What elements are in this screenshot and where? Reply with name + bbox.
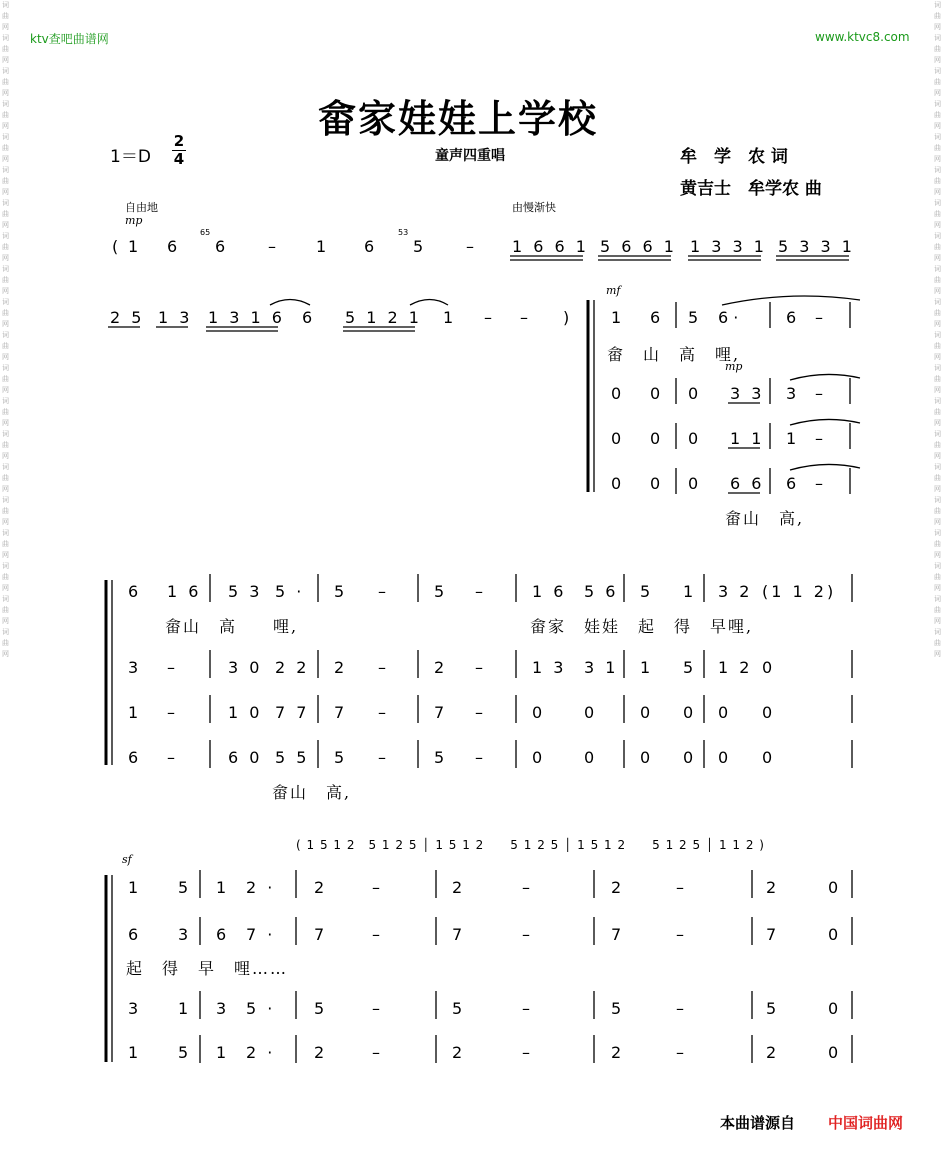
note: 7 [314, 925, 325, 944]
note: 7 [611, 925, 622, 944]
note-group: 1 6 6 1 [512, 237, 589, 256]
note: 7 [334, 703, 345, 722]
note: 0 [683, 703, 694, 722]
lyric-line: 畲山 高, [272, 783, 352, 802]
note: 5 [611, 999, 622, 1018]
note: 6 [302, 308, 313, 327]
dynamic-sf: sf [122, 853, 132, 866]
note-group: (1 1 2) [762, 582, 837, 601]
lyric-line: 畲 山 高 哩, [607, 345, 741, 364]
note: – [475, 658, 483, 677]
note: 2 [452, 1043, 463, 1062]
note-group: 5 1 2 1 [345, 308, 422, 327]
note: 7 [434, 703, 445, 722]
note: 6 [650, 308, 661, 327]
note: 5 [640, 582, 651, 601]
note: – [167, 748, 175, 767]
note-group: 2 · [246, 878, 276, 897]
tie [722, 296, 860, 305]
note: 0 [828, 878, 839, 897]
note-group: 6 0 [228, 748, 263, 767]
note: 1 [611, 308, 622, 327]
key-signature: 1＝D [110, 147, 151, 167]
note-group: 1 3 [532, 658, 567, 677]
note: 3 [216, 999, 227, 1018]
note: 7 [452, 925, 463, 944]
note: 0 [762, 703, 773, 722]
note: 5 [178, 878, 189, 897]
note: 2 [452, 878, 463, 897]
intro-open-paren: ( [112, 237, 119, 256]
note: 0 [611, 384, 622, 403]
lyric-line: 畲家 娃娃 起 得 早哩, [530, 617, 754, 636]
note: 0 [650, 429, 661, 448]
note: 2 [334, 658, 345, 677]
note-group: 3 0 [228, 658, 263, 677]
dynamic-mp: mp [725, 360, 743, 373]
note: – [475, 748, 483, 767]
note: – [378, 748, 386, 767]
footer-source-link[interactable]: 中国词曲网 [828, 1114, 904, 1132]
note-group: 5 · [275, 582, 305, 601]
note: 1 [128, 703, 139, 722]
note: 5 [334, 582, 345, 601]
note: – [268, 237, 276, 256]
note-group: 5 6 [584, 582, 619, 601]
note: 5 [452, 999, 463, 1018]
note: – [676, 1043, 684, 1062]
note: 0 [650, 384, 661, 403]
note: – [676, 925, 684, 944]
note-group: 3 2 [718, 582, 753, 601]
note-group: 5 3 [228, 582, 263, 601]
note: 0 [828, 925, 839, 944]
note-group: 2 2 [275, 658, 310, 677]
note: 6 [215, 237, 226, 256]
note-group: 5 · [246, 999, 276, 1018]
note: 1 [316, 237, 327, 256]
note: 0 [611, 429, 622, 448]
note: 6 [216, 925, 227, 944]
note: 0 [683, 748, 694, 767]
right-watermark-text: 词 曲 网 词 曲 网 词 曲 网 词 曲 网 词 曲 网 词 曲 网 词 曲 网 词 曲 网 词 曲 网 词 曲 网 词 曲 网 词 曲 网 词 曲 网 词 曲 网 词 曲 网 词 曲 网 词 曲 网 词 曲 网 词 曲 网 词 曲 网 [934, 1, 941, 658]
note: 0 [718, 703, 729, 722]
note: 0 [828, 1043, 839, 1062]
note: – [378, 658, 386, 677]
note-group: 1 3 [158, 308, 193, 327]
note: – [520, 308, 528, 327]
note-group: 1 0 [228, 703, 263, 722]
note-group: 2 5 [110, 308, 145, 327]
note: 5 [434, 582, 445, 601]
note-group: 3 3 [730, 384, 765, 403]
tempo-marking-accel: 由慢渐快 [512, 201, 556, 214]
note-group: 1 1 [730, 429, 765, 448]
note-group: 5 3 3 1 [778, 237, 855, 256]
note: – [372, 925, 380, 944]
note: 5 [683, 658, 694, 677]
note-group: 1 2 [718, 658, 753, 677]
intro-close-paren: ) [563, 308, 570, 327]
note: – [475, 582, 483, 601]
composer-credit: 黄吉士 牟学农 曲 [680, 179, 822, 199]
left-watermark-text: 词 曲 网 词 曲 网 词 曲 网 词 曲 网 词 曲 网 词 曲 网 词 曲 网 词 曲 网 词 曲 网 词 曲 网 词 曲 网 词 曲 网 词 曲 网 词 曲 网 词 曲 网 词 曲 网 词 曲 网 词 曲 网 词 曲 网 词 曲 网 [2, 1, 9, 658]
note: 1 [128, 237, 139, 256]
right-site-link[interactable]: www.ktvc8.com [815, 30, 910, 44]
note: – [522, 878, 530, 897]
footer-source-label: 本曲谱源自 [720, 1114, 796, 1132]
note: 3 [786, 384, 797, 403]
note: – [522, 925, 530, 944]
note-group: 1 6 [532, 582, 567, 601]
note: 6 [128, 582, 139, 601]
note: 1 [443, 308, 454, 327]
grace-note: 53 [398, 228, 409, 237]
grace-note: 65 [200, 228, 211, 237]
note: – [378, 582, 386, 601]
note: 2 [314, 1043, 325, 1062]
note: 5 [314, 999, 325, 1018]
note: 0 [688, 429, 699, 448]
note: – [815, 308, 823, 327]
note: 2 [314, 878, 325, 897]
performance-type: 童声四重唱 [435, 148, 505, 164]
note: – [815, 429, 823, 448]
note-group: 6 6 [730, 474, 765, 493]
note: 0 [611, 474, 622, 493]
note: 0 [762, 658, 773, 677]
note: 3 [128, 658, 139, 677]
tie [410, 300, 448, 306]
note: 6 [786, 474, 797, 493]
note: 1 [128, 878, 139, 897]
note: – [167, 658, 175, 677]
note: 2 [434, 658, 445, 677]
note: 1 [128, 1043, 139, 1062]
note: 0 [718, 748, 729, 767]
note: – [484, 308, 492, 327]
note: 0 [688, 384, 699, 403]
time-signature-top: 2 [173, 132, 185, 150]
note: 5 [688, 308, 699, 327]
note: 6 [128, 748, 139, 767]
note: – [815, 474, 823, 493]
note: – [372, 999, 380, 1018]
note: 2 [766, 1043, 777, 1062]
note: 1 [216, 1043, 227, 1062]
song-title: 畲家娃娃上学校 [318, 96, 599, 141]
dynamic-mf: mf [606, 284, 621, 297]
note: – [815, 384, 823, 403]
note: – [372, 1043, 380, 1062]
note: – [372, 878, 380, 897]
note: 5 [766, 999, 777, 1018]
note: – [167, 703, 175, 722]
note: 0 [640, 748, 651, 767]
note-group: 7 · [246, 925, 276, 944]
note-group: 1 3 1 6 [208, 308, 285, 327]
note: 1 [786, 429, 797, 448]
note: – [676, 999, 684, 1018]
note: 6 [128, 925, 139, 944]
note: 3 [128, 999, 139, 1018]
note: 1 [216, 878, 227, 897]
note: 0 [828, 999, 839, 1018]
note: 0 [584, 703, 595, 722]
note: 2 [611, 878, 622, 897]
note: 1 [683, 582, 694, 601]
note: 0 [532, 703, 543, 722]
note: 0 [688, 474, 699, 493]
note: 7 [766, 925, 777, 944]
note: – [475, 703, 483, 722]
note: 5 [178, 1043, 189, 1062]
time-signature-bottom: 4 [173, 150, 185, 168]
note-group: 1 3 3 1 [690, 237, 767, 256]
note: 0 [650, 474, 661, 493]
note-group: 3 1 [584, 658, 619, 677]
note: 0 [762, 748, 773, 767]
note: – [522, 999, 530, 1018]
note-group: 5 5 [275, 748, 310, 767]
note: 6 · [718, 308, 739, 327]
dynamic-mp: mp [125, 214, 143, 227]
note: 5 [434, 748, 445, 767]
note: 0 [640, 703, 651, 722]
note-group: 5 6 6 1 [600, 237, 677, 256]
note: 5 [413, 237, 424, 256]
note: 3 [178, 925, 189, 944]
lyric-line: 畲山 高 哩, [165, 617, 299, 636]
note: 1 [640, 658, 651, 677]
note: – [466, 237, 474, 256]
note: 1 [178, 999, 189, 1018]
accompaniment-line: ( 1 5 1 2 5 1 2 5 │ 1 5 1 2 5 1 2 5 │ 1 5 1 2 5 1 2 5 │ 1 1 2 ) [296, 838, 765, 852]
tie [270, 300, 310, 306]
note: – [522, 1043, 530, 1062]
note: 5 [334, 748, 345, 767]
note: – [378, 703, 386, 722]
note: 2 [766, 878, 777, 897]
note: 6 [167, 237, 178, 256]
lyricist-credit: 牟 学 农 词 [680, 147, 788, 167]
tempo-marking-free: 自由地 [125, 201, 158, 214]
lyric-line: 起 得 早 哩…… [126, 959, 289, 978]
note-group: 1 6 [167, 582, 202, 601]
note: 6 [786, 308, 797, 327]
note-group: 2 · [246, 1043, 276, 1062]
left-site-link[interactable]: ktv查吧曲谱网 [30, 32, 109, 46]
note: 0 [584, 748, 595, 767]
note-group: 7 7 [275, 703, 310, 722]
note: 6 [364, 237, 375, 256]
note: 0 [532, 748, 543, 767]
note: – [676, 878, 684, 897]
note: 2 [611, 1043, 622, 1062]
lyric-line: 畲山 高, [725, 509, 805, 528]
